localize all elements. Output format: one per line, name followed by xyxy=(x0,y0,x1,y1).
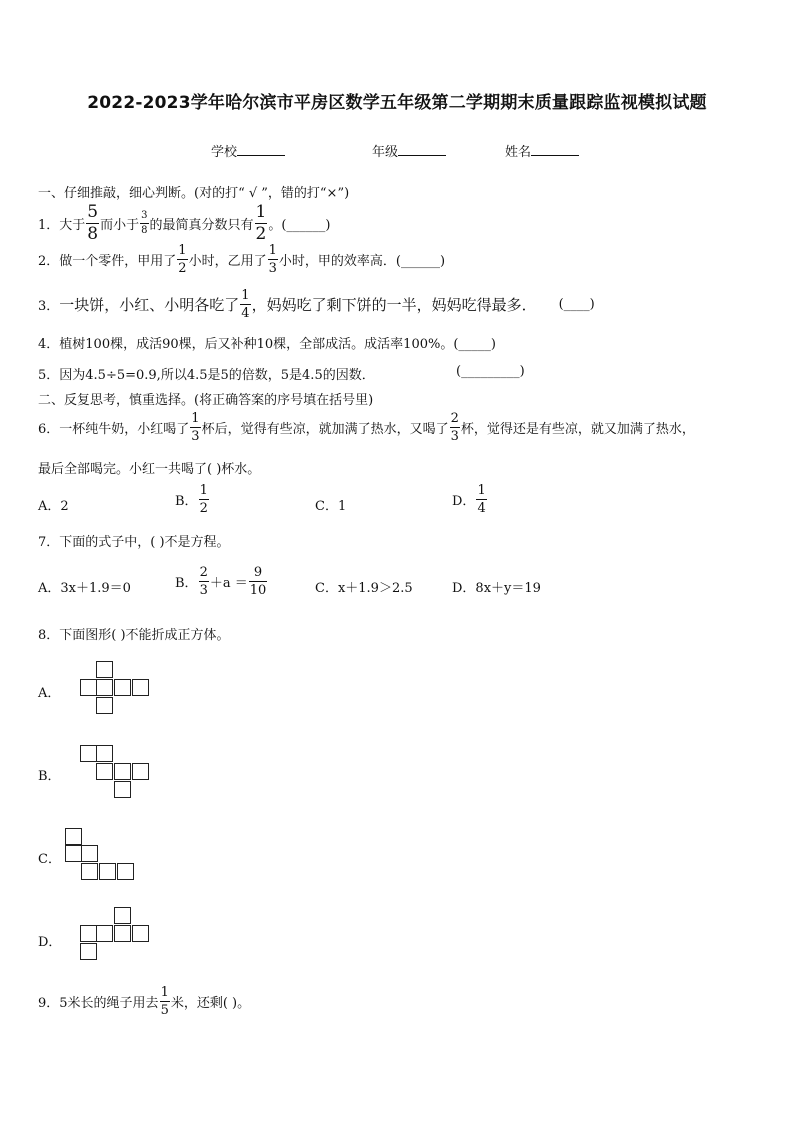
question-6-line-2: 最后全部喝完。小红一共喝了( )杯水。 xyxy=(38,462,261,477)
question-text: 米，还剩( )。 xyxy=(170,996,251,1011)
fraction: $\frac{1}{4}$ xyxy=(477,483,486,516)
option-c[interactable]: C． xyxy=(38,852,61,867)
question-text: 而小于 xyxy=(100,218,140,233)
fraction: $\frac{2}{3}$ xyxy=(199,565,208,598)
question-text: 因为4.5÷5=0.9,所以4.5是5的倍数，5是4.5的因数． xyxy=(59,368,375,383)
school-label: 学校 xyxy=(211,145,238,160)
question-text: 小时，乙用了 xyxy=(188,254,267,269)
question-number: 7． xyxy=(38,535,60,550)
fraction: $\frac{2}{3}$ xyxy=(450,411,459,444)
fraction: $\frac{1}{2}$ xyxy=(178,243,187,276)
fraction: $\frac{1}{2}$ xyxy=(199,483,208,516)
fraction: $\frac{1}{4}$ xyxy=(241,288,250,321)
question-6 xyxy=(38,412,695,443)
fraction: $\frac{5}{8}$ xyxy=(87,202,99,244)
question-text: 下面的式子中，( )不是方程。 xyxy=(59,535,230,550)
question-number: 4． xyxy=(38,337,60,352)
option-a[interactable]: A．3x＋1.9＝0 xyxy=(38,581,131,596)
option-d[interactable] xyxy=(452,484,488,515)
question-text: 大于 xyxy=(59,218,86,233)
option-d[interactable]: D． xyxy=(38,935,62,950)
question-number: 6． xyxy=(38,422,60,437)
name-blank[interactable] xyxy=(531,143,579,156)
question-text: 杯，觉得还是有些凉，就又加满了热水， xyxy=(460,422,695,437)
grade-blank[interactable] xyxy=(398,143,446,156)
question-text: 一杯纯牛奶，小红喝了 xyxy=(59,422,190,437)
question-number: 2． xyxy=(38,254,60,269)
question-number: 3． xyxy=(38,299,60,314)
question-7 xyxy=(38,531,230,550)
question-2 xyxy=(38,244,445,275)
question-text: 杯后，觉得有些凉，就加满了热水，又喝了 xyxy=(201,422,449,437)
name-label: 姓名 xyxy=(505,145,532,160)
option-a[interactable]: A． xyxy=(38,686,61,701)
option-d[interactable]: D．8x＋y＝19 xyxy=(452,581,541,596)
name-field xyxy=(505,141,579,160)
grade-label: 年级 xyxy=(372,145,399,160)
option-label: B． xyxy=(175,576,198,591)
answer-paren[interactable]: 。(______) xyxy=(268,218,331,233)
answer-paren[interactable]: (____) xyxy=(558,297,595,312)
option-label: D． xyxy=(452,494,476,509)
question-text: 下面图形( )不能折成正方体。 xyxy=(59,628,230,643)
option-c[interactable]: C．1 xyxy=(315,499,347,514)
question-number: 1． xyxy=(38,218,60,233)
school-blank[interactable] xyxy=(237,143,285,156)
question-text: 小时，甲的效率高．(______) xyxy=(278,254,446,269)
option-b[interactable] xyxy=(175,566,268,597)
question-8 xyxy=(38,624,230,643)
fraction: $\frac{9}{10}$ xyxy=(249,565,267,598)
question-number: 8． xyxy=(38,628,60,643)
fraction: $\frac{1}{3}$ xyxy=(191,411,200,444)
fraction: $\frac{1}{3}$ xyxy=(268,243,277,276)
question-4 xyxy=(38,333,496,352)
question-text: ，妈妈吃了剩下饼的一半，妈妈吃得最多． xyxy=(251,296,537,314)
question-text: 的最简真分数只有 xyxy=(149,218,254,233)
option-b[interactable]: B． xyxy=(38,769,61,784)
question-text: 5米长的绳子用去 xyxy=(59,996,159,1011)
question-5 xyxy=(38,364,375,383)
question-text: 一块饼，小红、小明各吃了 xyxy=(59,296,240,314)
section-2-heading: 二、反复思考，慎重选择。(将正确答案的序号填在括号里) xyxy=(38,393,374,408)
fraction: $\frac{1}{5}$ xyxy=(160,985,169,1018)
question-1 xyxy=(38,204,331,243)
option-b[interactable] xyxy=(175,484,210,515)
question-9 xyxy=(38,986,250,1017)
fraction: $\frac{3}{8}$ xyxy=(141,210,148,236)
section-1-heading: 一、仔细推敲，细心判断。(对的打“ √ ”，错的打“×”) xyxy=(38,186,350,201)
equation-text: ＋a ＝ xyxy=(209,576,248,591)
question-3 xyxy=(38,289,595,320)
question-number: 5． xyxy=(38,368,60,383)
answer-paren[interactable]: (_________) xyxy=(456,364,525,379)
fraction: $\frac{1}{2}$ xyxy=(255,202,267,244)
grade-field xyxy=(372,141,446,160)
page-title: 2022-2023学年哈尔滨市平房区数学五年级第二学期期末质量跟踪监视模拟试题 xyxy=(87,93,707,113)
school-field xyxy=(211,141,285,160)
option-c[interactable]: C．x＋1.9＞2.5 xyxy=(315,581,413,596)
question-text: 做一个零件，甲用了 xyxy=(59,254,177,269)
option-label: B． xyxy=(175,494,198,509)
question-text: 植树100棵，成活90棵，后又补种10棵，全部成活。成活率100%。(_____) xyxy=(59,337,496,352)
option-a[interactable]: A．2 xyxy=(38,499,69,514)
question-number: 9． xyxy=(38,996,60,1011)
